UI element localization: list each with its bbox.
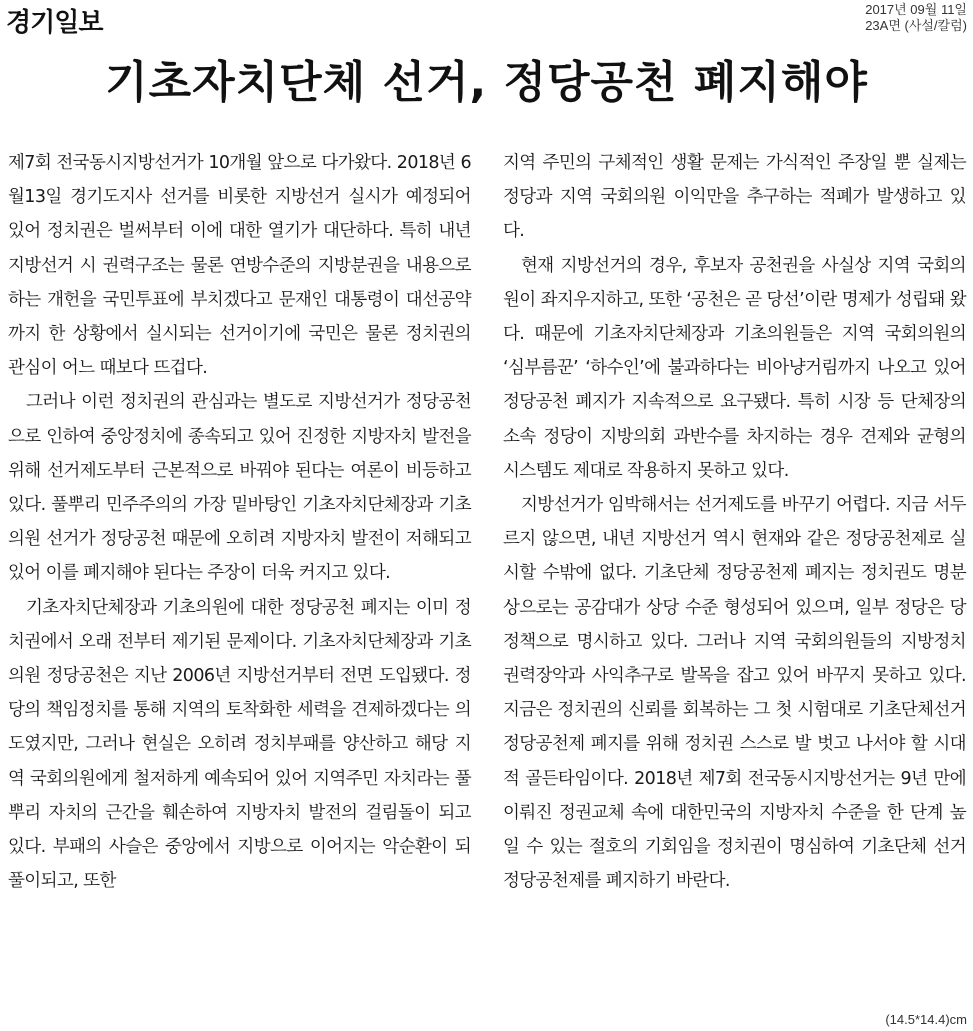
article-paragraph: 현재 지방선거의 경우, 후보자 공천권을 사실상 지역 국회의원이 좌지우지하고, 또한 ‘공천은 곧 당선’이란 명제가 성립돼 왔다. 때문에 기초자치단체장과 기초의원들은 지역 국회의원의 ‘심부름꾼’ ‘하수인’에 불과하다는 비아냥거림까지 나오고 있어 정당공천 폐지가 지속적으로 요구됐다. 특히 시장 등 단체장의 소속 정당이 지방의회 과반수를 차지하는 경우 견제와 균형의 시스템도 제대로 작용하지 못하고 있다. [503, 255, 966, 481]
article-paragraph: 기초자치단체장과 기초의원에 대한 정당공천 폐지는 이미 정치권에서 오래 전부터 제기된 문제이다. 기초자치단체장과 기초의원 정당공천은 지난 2006년 지방선거부터 전면 도입됐다. 정당의 책임정치를 통해 지역의 토착화한 세력을 견제하겠다는 의도였지만, 그러나 현실은 오히려 정치부패를 양산하고 해당 지역 국회의원에게 철저하게 예속되어 있어 지역주민 자치라는 풀뿌리 자치의 근간을 훼손하여 지방자치 발전의 걸림돌이 되고 있다. 부패의 사슬은 중앙에서 지방으로 이어지는 악순환이 되풀이되고, 또한 [8, 597, 471, 892]
issue-section: 23A면 (사설/칼럼) [865, 18, 967, 33]
article-body [8, 146, 966, 898]
article-paragraph: 그러나 이런 정치권의 관심과는 별도로 지방선거가 정당공천으로 인하여 중앙정치에 종속되고 있어 진정한 지방자치 발전을 위해 선거제도부터 근본적으로 바꿔야 된다는 여론이 비등하고 있다. 풀뿌리 민주주의의 가장 밑바탕인 기초자치단체장과 기초의원 선거가 정당공천 때문에 오히려 지방자치 발전이 저해되고 있어 이를 폐지해야 된다는 주장이 더욱 커지고 있다. [8, 392, 471, 584]
article-column-right [503, 146, 966, 898]
article-column-left [8, 146, 471, 898]
article-size-note: (14.5*14.4)cm [885, 1012, 967, 1027]
article-headline: 기초자치단체 선거, 정당공천 폐지해야 [105, 57, 868, 108]
issue-info [865, 2, 967, 34]
article-paragraph: 지역 주민의 구체적인 생활 문제는 가식적인 주장일 뿐 실제는 정당과 지역 국회의원 이익만을 추구하는 적폐가 발생하고 있다. [503, 153, 966, 242]
newspaper-masthead: 경기일보 [6, 8, 103, 38]
article-paragraph: 제7회 전국동시지방선거가 10개월 앞으로 다가왔다. 2018년 6월13일 경기도지사 선거를 비롯한 지방선거 실시가 예정되어 있어 정치권은 벌써부터 이에 대한 열기가 대단하다. 특히 내년 지방선거 시 권력구조는 물론 연방수준의 지방분권을 내용으로 하는 개헌을 국민투표에 부치겠다고 문재인 대통령이 대선공약까지 한 상황에서 실시되는 선거이기에 국민은 물론 정치권의 관심이 어느 때보다 뜨겁다. [8, 153, 471, 379]
article-paragraph: 지방선거가 임박해서는 선거제도를 바꾸기 어렵다. 지금 서두르지 않으면, 내년 지방선거 역시 현재와 같은 정당공천제로 실시할 수밖에 없다. 기초단체 정당공천제 폐지는 정치권도 명분상으로는 공감대가 상당 수준 형성되어 있으며, 일부 정당은 당 정책으로 명시하고 있다. 그러나 지역 국회의원들의 지방정치 권력장악과 사익추구로 발목을 잡고 있어 바꾸지 못하고 있다. 지금은 정치권의 신뢰를 회복하는 그 첫 시험대로 기초단체선거 정당공천제 폐지를 위해 정치권 스스로 발 벗고 나서야 할 시대적 골든타임이다. 2018년 제7회 전국동시지방선거는 9년 만에 이뤄진 정권교체 속에 대한민국의 지방자치 수준을 한 단계 높일 수 있는 절호의 기회임을 정치권이 명심하여 기초단체 선거 정당공천제를 폐지하기 바란다. [503, 495, 966, 892]
issue-date: 2017년 09월 11일 [865, 2, 967, 17]
